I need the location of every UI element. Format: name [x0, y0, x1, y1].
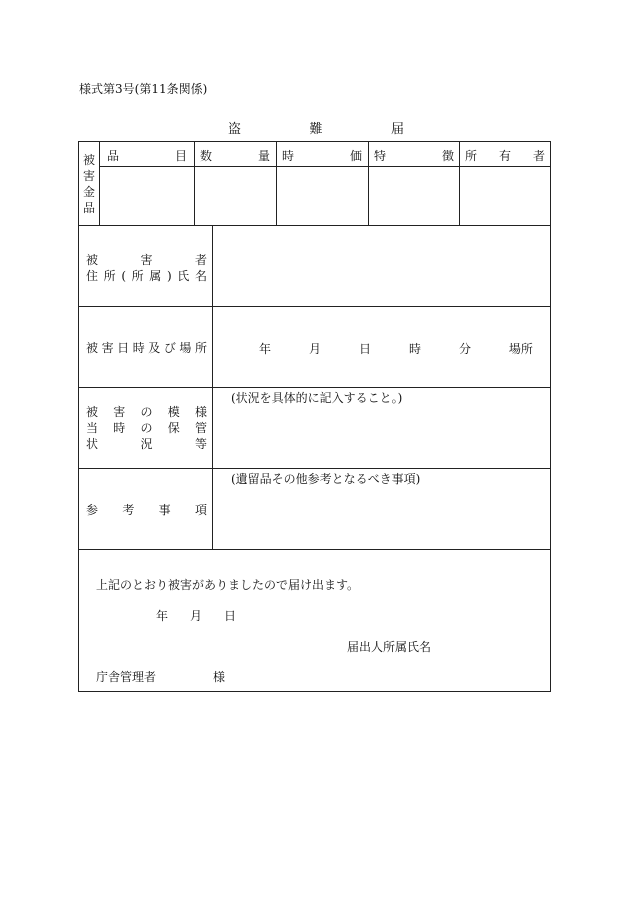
report-form-table [78, 141, 551, 692]
reporter-name-label: 届出人所属氏名 [347, 640, 432, 654]
month-field: 月 [308, 342, 321, 356]
reference-note: (遺留品その他参考となるべき事項) [231, 472, 421, 486]
reference-section-divider [79, 549, 551, 550]
honorific: 様 [213, 670, 226, 684]
status-note: (状況を具体的に記入すること。) [231, 391, 403, 405]
item-input-cell[interactable] [100, 167, 194, 225]
year-field: 年 [259, 342, 272, 356]
declaration-statement: 上記のとおり被害がありましたので届け出ます。 [96, 578, 360, 592]
hour-field: 時 [408, 342, 421, 356]
header-quantity: 数 量 [200, 149, 270, 163]
addressee-label: 庁舎管理者 [96, 670, 157, 684]
submission-date[interactable]: 年 月 日 [156, 609, 236, 623]
time-section-divider [79, 387, 551, 388]
stolen-goods-side-label: 被害金品 [82, 153, 95, 215]
header-value: 時 価 [282, 149, 362, 163]
victim-input-cell[interactable] [213, 226, 551, 306]
quantity-input-cell[interactable] [195, 167, 276, 225]
header-features: 特 徴 [374, 149, 454, 163]
reference-input-cell[interactable] [213, 486, 551, 549]
incident-time-label: 被 害 日 時 及 び 場 所 [86, 341, 207, 355]
reference-label: 参 考 事 項 [86, 503, 207, 517]
minute-field: 分 [458, 342, 471, 356]
header-item: 品 目 [107, 149, 187, 163]
incident-time-fields[interactable] [259, 340, 533, 357]
owner-input-cell[interactable] [460, 167, 551, 225]
document-title [228, 118, 404, 137]
status-section-divider [79, 468, 551, 469]
place-field: 場所 [508, 342, 533, 356]
day-field: 日 [358, 342, 371, 356]
features-input-cell[interactable] [369, 167, 459, 225]
title-char: 盗 [228, 122, 242, 137]
value-input-cell[interactable] [277, 167, 368, 225]
damage-status-label: 被 害 の 模 様 当 時 の 保 管 状 況 等 [86, 405, 207, 451]
victim-section-divider [79, 306, 551, 307]
title-char: 難 [309, 122, 323, 137]
title-char: 届 [390, 122, 404, 137]
header-owner: 所 有 者 [465, 149, 545, 163]
damage-status-input-cell[interactable] [213, 404, 551, 468]
victim-label: 被 害 者 住 所 ( 所 属 ) 氏 名 [86, 253, 207, 283]
form-number: 様式第3号(第11条関係) [79, 82, 208, 96]
